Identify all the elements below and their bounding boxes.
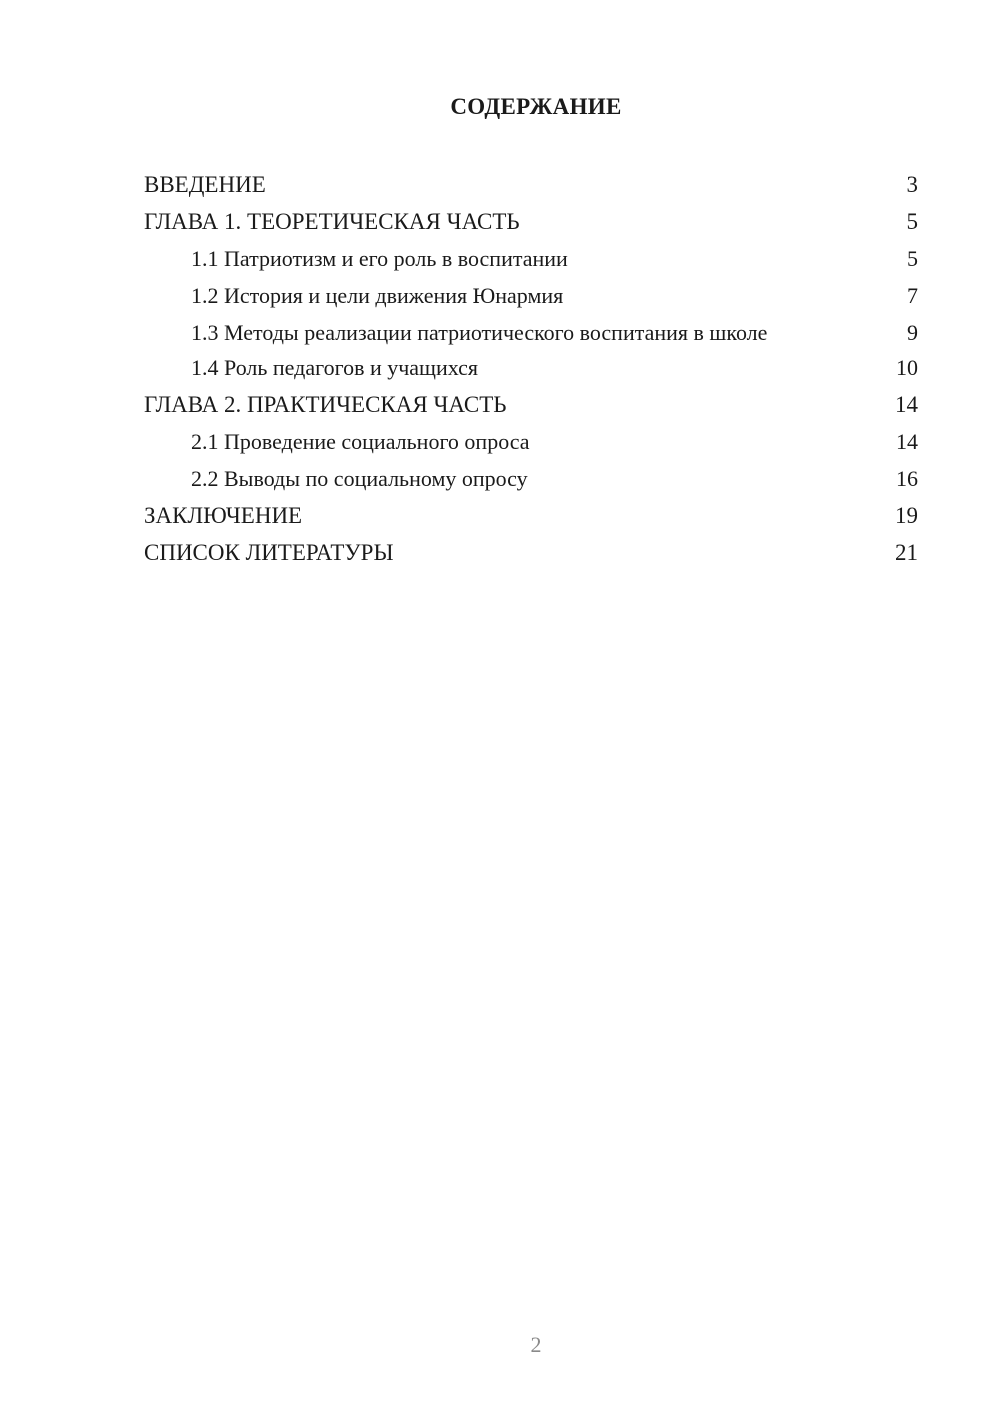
toc-entry-page: 14 xyxy=(896,429,918,454)
toc-entry-page: 5 xyxy=(907,246,918,271)
toc-entry-label: 2.2 Выводы по социальному опросу xyxy=(191,466,528,491)
toc-entry-label: 1.3 Методы реализации патриотического воспитания в школе xyxy=(191,320,768,345)
toc-entry-chapter-1 xyxy=(144,203,918,240)
toc-entry-page: 16 xyxy=(896,466,918,491)
toc-entry-section-1-2 xyxy=(144,277,918,314)
toc-entry-label: ВВЕДЕНИЕ xyxy=(144,172,266,197)
toc-entry-page: 10 xyxy=(896,355,918,380)
toc-entry-page: 3 xyxy=(906,172,918,197)
page-title: СОДЕРЖАНИЕ xyxy=(450,94,622,119)
toc-entry-section-1-4 xyxy=(144,349,918,386)
toc-entry-label: ГЛАВА 1. ТЕОРЕТИЧЕСКАЯ ЧАСТЬ xyxy=(144,209,520,234)
toc-entry-label: СПИСОК ЛИТЕРАТУРЫ xyxy=(144,540,394,565)
toc-entry-references xyxy=(144,534,918,571)
toc-entry-label: ГЛАВА 2. ПРАКТИЧЕСКАЯ ЧАСТЬ xyxy=(144,392,507,417)
toc-entry-page: 5 xyxy=(906,209,918,234)
toc-entry-label: 2.1 Проведение социального опроса xyxy=(191,429,530,454)
toc-entry-label: 1.1 Патриотизм и его роль в воспитании xyxy=(191,246,568,271)
toc-entry-section-2-2 xyxy=(144,460,918,497)
table-of-contents xyxy=(144,166,918,571)
toc-entry-label: ЗАКЛЮЧЕНИЕ xyxy=(144,503,303,528)
page-number: 2 xyxy=(530,1332,542,1357)
toc-entry-page: 14 xyxy=(895,392,918,417)
toc-entry-chapter-2 xyxy=(144,386,918,423)
toc-entry-introduction xyxy=(144,166,918,203)
toc-entry-section-2-1 xyxy=(144,423,918,460)
toc-entry-section-1-3 xyxy=(144,314,918,349)
toc-entry-page: 9 xyxy=(907,320,918,345)
toc-entry-conclusion xyxy=(144,497,918,534)
toc-entry-label: 1.2 История и цели движения Юнармия xyxy=(191,283,564,308)
toc-entry-page: 7 xyxy=(907,283,918,308)
toc-entry-section-1-1 xyxy=(144,240,918,277)
toc-entry-label: 1.4 Роль педагогов и учащихся xyxy=(191,355,479,380)
toc-entry-page: 19 xyxy=(895,503,918,528)
toc-entry-page: 21 xyxy=(895,540,918,565)
